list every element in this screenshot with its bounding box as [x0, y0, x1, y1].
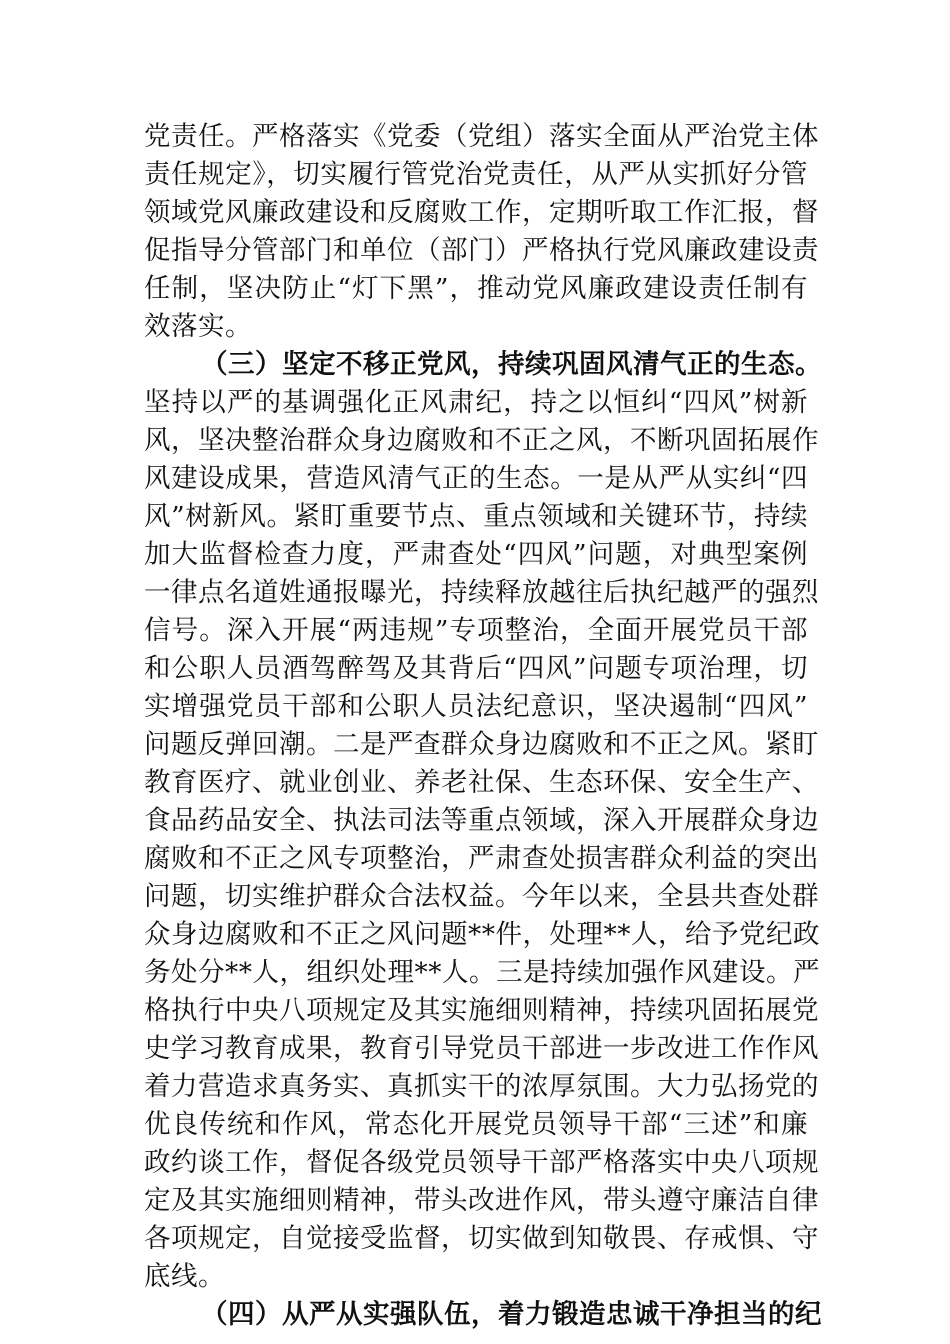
text-line: 任制，坚决防止“灯下黑”，推动党风廉政建设责任制有: [144, 273, 808, 304]
text-line: 和公职人员酒驾醉驾及其背后“四风”问题专项治理，切: [144, 653, 808, 684]
text-line: 食品药品安全、执法司法等重点领域，深入开展群众身边: [144, 805, 819, 836]
text-line: 政约谈工作，督促各级党员领导干部严格落实中央八项规: [144, 1147, 819, 1178]
text-line: 风”树新风。紧盯重要节点、重点领域和关键环节，持续: [144, 501, 808, 532]
section-heading: （四）从严从实强队伍，着力锻造忠诚干净担当的纪: [201, 1299, 822, 1330]
text-line: 务处分**人，组织处理**人。三是持续加强作风建设。严: [144, 957, 820, 988]
text-line: 信号。深入开展“两违规”专项整治，全面开展党员干部: [144, 615, 808, 646]
text-line: 底线。: [144, 1261, 225, 1292]
text-line: 实增强党员干部和公职人员法纪意识，坚决遏制“四风”: [144, 691, 808, 722]
text-line: 教育医疗、就业创业、养老社保、生态环保、安全生产、: [144, 767, 819, 798]
text-line: 问题，切实维护群众合法权益。今年以来，全县共查处群: [144, 881, 819, 912]
text-line: 坚持以严的基调强化正风肃纪，持之以恒纠“四风”树新: [144, 387, 808, 418]
text-line: 党责任。严格落实《党委（党组）落实全面从严治党主体: [144, 121, 819, 152]
text-line: 责任规定》，切实履行管党治党责任，从严从实抓好分管: [144, 159, 808, 190]
text-line: 风，坚决整治群众身边腐败和不正之风，不断巩固拓展作: [144, 425, 819, 456]
text-line: 定及其实施细则精神，带头改进作风，带头遵守廉洁自律: [144, 1185, 819, 1216]
text-line: 腐败和不正之风专项整治，严肃查处损害群众利益的突出: [144, 843, 819, 874]
text-line: 史学习教育成果，教育引导党员干部进一步改进工作作风: [144, 1033, 819, 1064]
text-line: 各项规定，自觉接受监督，切实做到知敬畏、存戒惧、守: [144, 1223, 819, 1254]
text-line: 效落实。: [144, 311, 252, 342]
text-line: 一律点名道姓通报曝光，持续释放越往后执纪越严的强烈: [144, 577, 819, 608]
text-line: 领域党风廉政建设和反腐败工作，定期听取工作汇报，督: [144, 197, 819, 228]
text-line: 众身边腐败和不正之风问题**件，处理**人，给予党纪政: [144, 919, 820, 950]
text-line: 优良传统和作风，常态化开展党员领导干部“三述”和廉: [144, 1109, 808, 1140]
text-line: 格执行中央八项规定及其实施细则精神，持续巩固拓展党: [144, 995, 819, 1026]
text-line: 风建设成果，营造风清气正的生态。一是从严从实纠“四: [144, 463, 808, 494]
text-line: 问题反弹回潮。二是严查群众身边腐败和不正之风。紧盯: [144, 729, 819, 760]
section-heading: （三）坚定不移正党风，持续巩固风清气正的生态。: [201, 349, 822, 380]
text-line: 着力营造求真务实、真抓实干的浓厚氛围。大力弘扬党的: [144, 1071, 819, 1102]
text-line: 加大监督检查力度，严肃查处“四风”问题，对典型案例: [144, 539, 808, 570]
text-line: 促指导分管部门和单位（部门）严格执行党风廉政建设责: [144, 235, 819, 266]
